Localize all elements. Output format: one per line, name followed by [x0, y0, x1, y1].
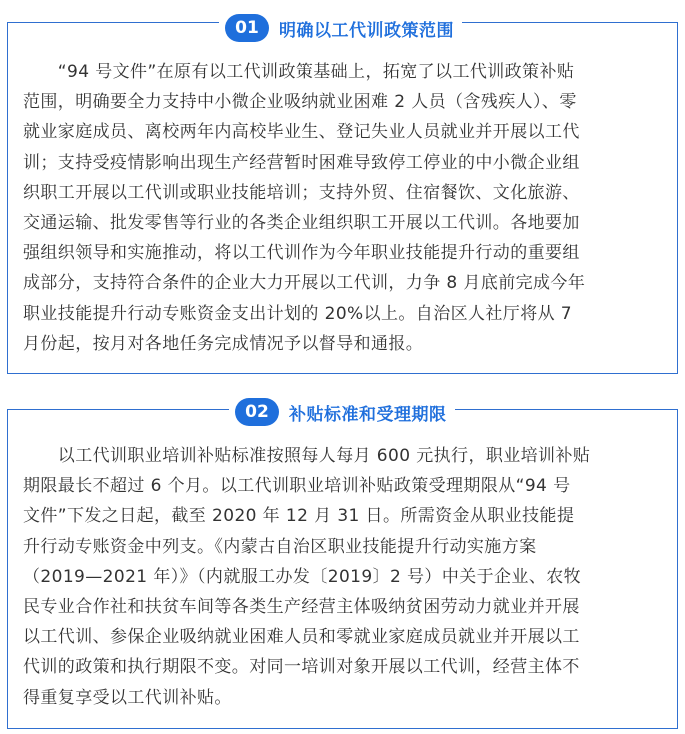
paragraph-line: 织职工开展以工代训或职业技能培训；支持外贸、住宿餐饮、文化旅游、	[23, 182, 580, 203]
paragraph-line: 以工代训、参保企业吸纳就业困难人员和零就业家庭成员就业并开展以工	[23, 627, 580, 648]
paragraph-line: 升行动专账资金中列支。《内蒙古自治区职业技能提升行动实施方案	[23, 536, 537, 557]
paragraph-line: 范围，明确要全力支持中小微企业吸纳就业困难 2 人员（含残疾人）、零	[23, 92, 577, 113]
paragraph-line: 月份起，按月对各地任务完成情况予以督导和通报。	[23, 333, 424, 354]
paragraph-line: 强组织领导和实施推动，将以工代训作为今年职业技能提升行动的重要组	[23, 243, 580, 264]
paragraph-line: 代训的政策和执行期限不变。对同一培训对象开展以工代训，经营主体不	[23, 657, 580, 678]
section-2-heading	[229, 394, 455, 430]
paragraph-line: 训；支持受疫情影响出现生产经营暂时困难导致停工停业的中小微企业组	[23, 152, 580, 173]
paragraph-line: 交通运输、批发零售等行业的各类企业组织职工开展以工代训。各地要加	[23, 213, 580, 234]
section-2-number-badge: 02	[235, 398, 279, 426]
paragraph-line: （2019—2021 年）》（内就服工办发〔2019〕2 号）中关于企业、农牧	[23, 566, 582, 587]
paragraph-line: 期限最长不超过 6 个月。以工代训职业培训补贴政策受理期限从“94 号	[23, 476, 571, 497]
paragraph-line: 职业技能提升行动专账资金支出计划的 20%以上。自治区人社厅将从 7	[23, 303, 573, 324]
paragraph-line: 成部分，支持符合条件的企业大力开展以工代训，力争 8 月底前完成今年	[23, 273, 586, 294]
section-2-body	[23, 441, 663, 713]
paragraph-line: “94 号文件”在原有以工代训政策基础上，拓宽了以工代训政策补贴	[23, 62, 575, 82]
section-1	[7, 0, 678, 378]
section-1-number-badge: 01	[225, 14, 269, 42]
paragraph-line: 得重复享受以工代训补贴。	[23, 687, 232, 708]
section-2	[7, 392, 678, 732]
section-1-heading	[219, 10, 462, 46]
section-1-body	[23, 57, 663, 359]
paragraph-line: 文件”下发之日起，截至 2020 年 12 月 31 日。所需资金从职业技能提	[23, 506, 575, 527]
paragraph-line: 民专业合作社和扶贫车间等各类生产经营主体吸纳贫困劳动力就业并开展	[23, 597, 580, 618]
paragraph-line: 就业家庭成员、离校两年内高校毕业生、登记失业人员就业并开展以工代	[23, 122, 580, 143]
section-1-title: 明确以工代训政策范围	[279, 20, 454, 41]
paragraph-line: 以工代训职业培训补贴标准按照每人每月 600 元执行，职业培训补贴	[23, 446, 591, 466]
section-2-title: 补贴标准和受理期限	[289, 404, 447, 425]
